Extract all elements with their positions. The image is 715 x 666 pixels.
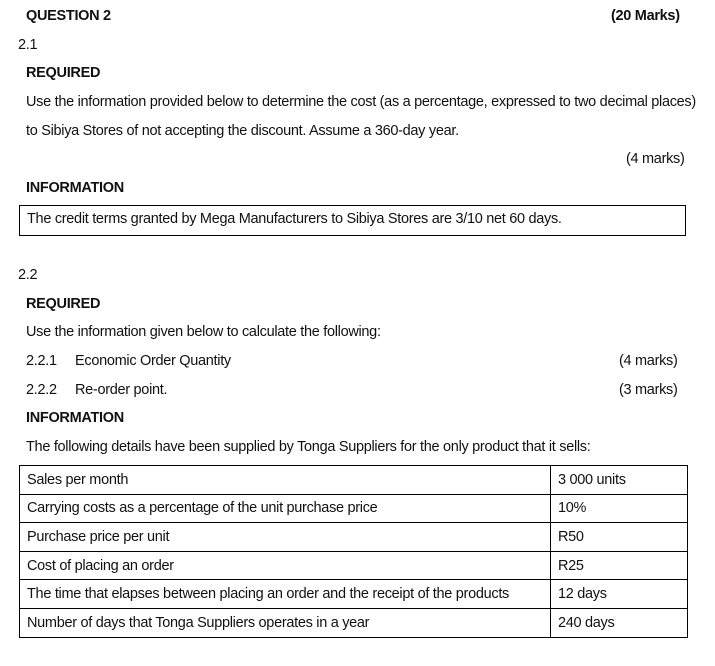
part-2-1-required-heading: REQUIRED (26, 65, 101, 81)
table-cell-label: Carrying costs as a percentage of the unit purchase price (20, 494, 551, 523)
part-2-2-instruction: Use the information given below to calculate the following: (26, 324, 381, 340)
table-cell-value: R50 (551, 523, 688, 552)
subquestion-2-2-2-number: 2.2.2 (26, 382, 57, 398)
table-row (20, 551, 688, 580)
subquestion-2-2-2-text: Re-order point. (75, 382, 168, 398)
table-cell-value: 3 000 units (551, 466, 688, 495)
table-cell-value: 10% (551, 494, 688, 523)
part-2-2-number: 2.2 (18, 267, 38, 283)
part-2-1-information-box (19, 205, 686, 236)
table-cell-label: Number of days that Tonga Suppliers operates in a year (20, 608, 551, 637)
table-row (20, 580, 688, 609)
part-2-2-information-heading: INFORMATION (26, 410, 124, 426)
part-2-1-information-text: The credit terms granted by Mega Manufacturers to Sibiya Stores are 3/10 net 60 days. (27, 211, 562, 227)
part-2-1-instruction-line-2: to Sibiya Stores of not accepting the discount. Assume a 360-day year. (26, 123, 459, 139)
subquestion-2-2-1-text: Economic Order Quantity (75, 353, 231, 369)
table-row (20, 523, 688, 552)
table-cell-label: Sales per month (20, 466, 551, 495)
subquestion-2-2-1-number: 2.2.1 (26, 353, 57, 369)
question-title: QUESTION 2 (26, 8, 111, 24)
part-2-2-information-intro: The following details have been supplied by Tonga Suppliers for the only product that it sells: (26, 439, 591, 455)
subquestion-2-2-2-marks: (3 marks) (619, 382, 678, 398)
table-cell-label: Purchase price per unit (20, 523, 551, 552)
table-cell-value: 12 days (551, 580, 688, 609)
table-cell-label: Cost of placing an order (20, 551, 551, 580)
part-2-1-marks: (4 marks) (626, 151, 685, 167)
table-row (20, 494, 688, 523)
table-cell-value: R25 (551, 551, 688, 580)
part-2-1-information-heading: INFORMATION (26, 180, 124, 196)
table-row (20, 608, 688, 637)
part-2-1-number: 2.1 (18, 37, 38, 53)
details-table (19, 465, 688, 638)
subquestion-2-2-1-marks: (4 marks) (619, 353, 678, 369)
question-total-marks: (20 Marks) (611, 8, 680, 24)
table-row (20, 466, 688, 495)
table-cell-label: The time that elapses between placing an order and the receipt of the products (20, 580, 551, 609)
part-2-1-instruction-line-1: Use the information provided below to determine the cost (as a percentage, expressed to two decimal places) (26, 94, 696, 110)
table-cell-value: 240 days (551, 608, 688, 637)
part-2-2-required-heading: REQUIRED (26, 296, 101, 312)
